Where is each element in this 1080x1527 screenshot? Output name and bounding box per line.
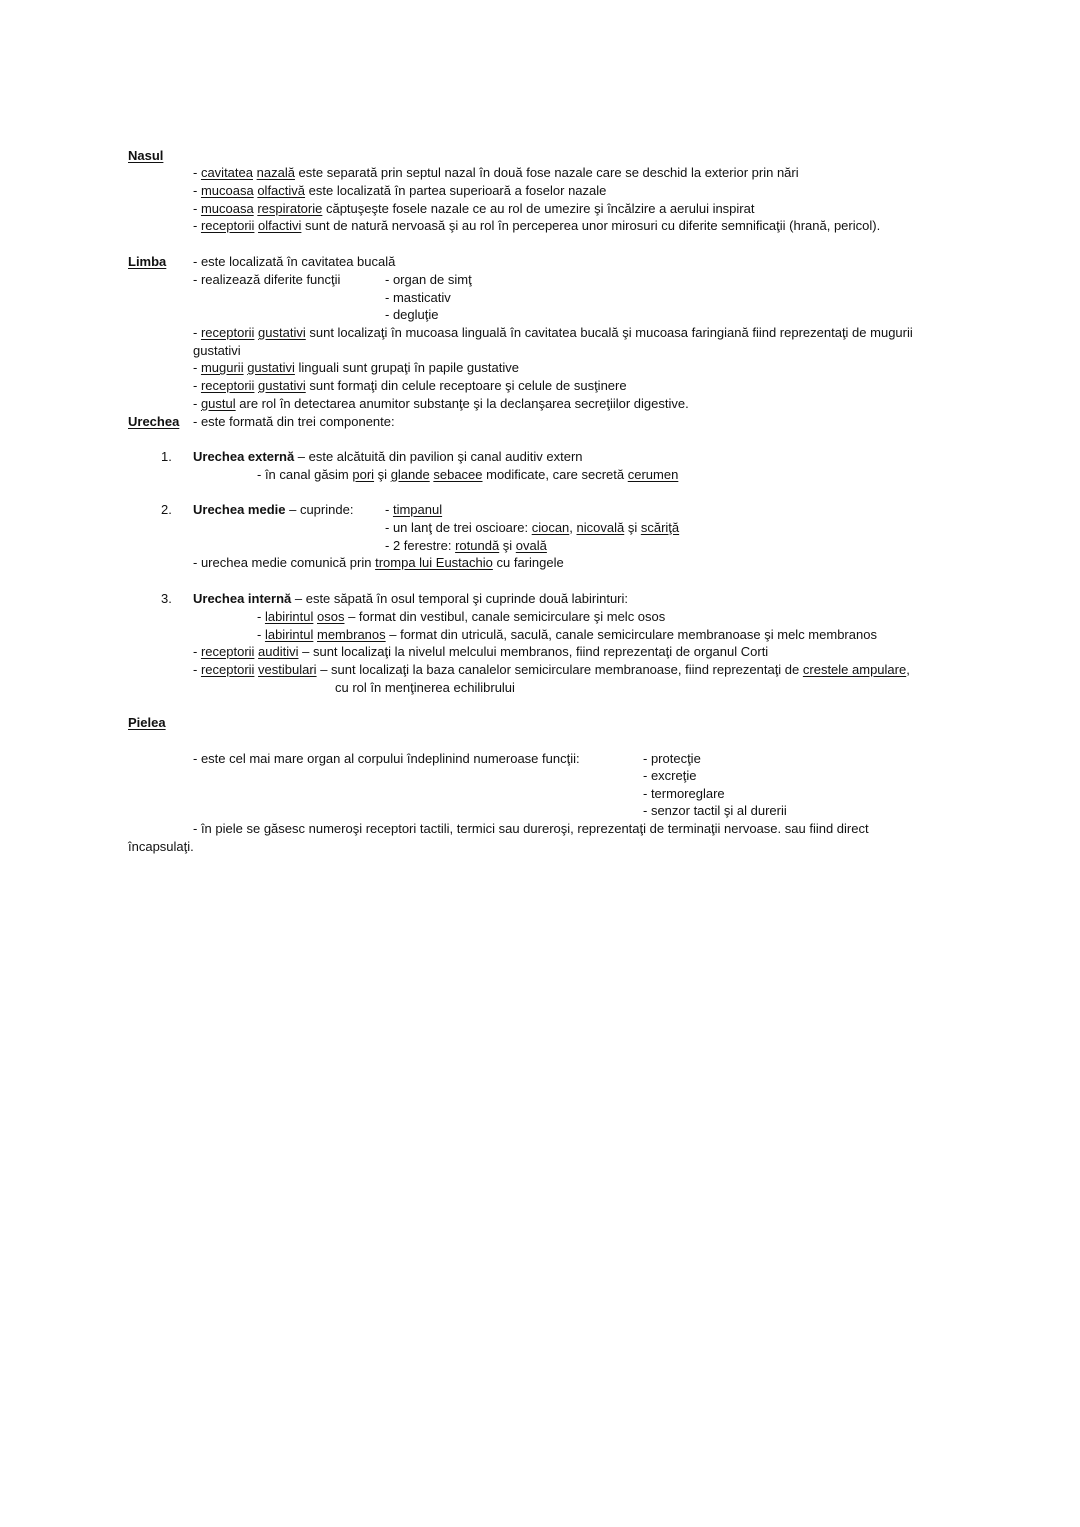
section-heading-nasul: Nasul [128,148,164,163]
section-heading-urechea: Urechea [128,414,180,429]
urechea-intro: - este formată din trei componente: [193,414,395,429]
urechea-medie-item-2: - un lanţ de trei oscioare: ciocan, nicovală şi scăriţă [385,520,680,535]
limba-function-2: - masticativ [385,290,451,305]
nasul-line-1: - cavitatea nazală este separată prin septul nazal în două fose nazale care se deschid la exterior prin nări [193,165,799,180]
section-heading-limba: Limba [128,254,167,269]
urechea-interna-osos: - labirintul osos – format din vestibul, canale semicirculare şi melc osos [257,609,666,624]
urechea-interna-receptori-vestibulari: - receptorii vestibulari – sunt localizaţi la baza canalelor semicirculare membranoase, fiind reprezentaţi de crestele ampulare, [193,662,910,677]
pielea-function-1: - protecţie [643,751,701,766]
urechea-medie-item-1: - timpanul [385,502,443,517]
limba-line-2: - realizează diferite funcţii [193,272,341,287]
urechea-interna-number: 3. [161,591,172,606]
urechea-medie-number: 2. [161,502,172,517]
urechea-interna-receptori-vestibulari-cont: cu rol în menţinerea echilibrului [335,680,515,695]
limba-line-6: - gustul are rol în detectarea anumitor substanţe şi la declanşarea secreţiilor digestive. [193,396,689,411]
urechea-externa-line-2: - în canal găsim pori şi glande sebacee modificate, care secretă cerumen [257,467,679,482]
pielea-function-4: - senzor tactil şi al durerii [643,803,787,818]
limba-function-3: - degluţie [385,307,439,322]
limba-function-1: - organ de simţ [385,272,472,287]
limba-line-1: - este localizată în cavitatea bucală [193,254,396,269]
nasul-line-4: - receptorii olfactivi sunt de natură nervoasă şi au rol în perceperea unor mirosuri cu diferite semnificaţii (hrană, pericol). [193,218,881,233]
urechea-externa-title: Urechea externă – este alcătuită din pavilion şi canal auditiv extern [193,449,583,464]
pielea-function-3: - termoreglare [643,786,725,801]
section-heading-pielea: Pielea [128,715,166,730]
urechea-medie-item-3: - 2 ferestre: rotundă şi ovală [385,538,547,553]
limba-line-3-cont: gustativi [193,343,241,358]
limba-line-4: - mugurii gustativi linguali sunt grupaţi în papile gustative [193,360,519,375]
urechea-interna-membranos: - labirintul membranos – format din utriculă, saculă, canale semicirculare membranoase şi melc membranos [257,627,877,642]
pielea-function-2: - excreţie [643,768,697,783]
nasul-line-3: - mucoasa respiratorie căptuşeşte fosele nazale ce au rol de umezire şi încălzire a aerului inspirat [193,201,755,216]
urechea-interna-receptori-auditivi: - receptorii auditivi – sunt localizaţi la nivelul melcului membranos, fiind reprezentaţi de organul Corti [193,644,769,659]
pielea-line-2: - în piele se găsesc numeroşi receptori tactili, termici sau dureroşi, reprezentaţi de terminaţii nervoase. sau fiind direct [193,821,869,836]
urechea-medie-line-4: - urechea medie comunică prin trompa lui Eustachio cu faringele [193,555,564,570]
limba-line-5: - receptorii gustativi sunt formaţi din celule receptoare şi celule de susţinere [193,378,627,393]
nasul-line-2: - mucoasa olfactivă este localizată în partea superioară a foselor nazale [193,183,607,198]
urechea-externa-number: 1. [161,449,172,464]
limba-line-3: - receptorii gustativi sunt localizaţi în mucoasa linguală în cavitatea bucală şi mucoasa faringiană fiind reprezentaţi de mugurii [193,325,913,340]
urechea-interna-title: Urechea internă – este săpată în osul temporal şi cuprinde două labirinturi: [193,591,629,606]
urechea-medie-title: Urechea medie – cuprinde: [193,502,354,517]
pielea-line-3: încapsulaţi. [128,839,194,854]
pielea-line-1: - este cel mai mare organ al corpului îndeplinind numeroase funcţii: [193,751,580,766]
